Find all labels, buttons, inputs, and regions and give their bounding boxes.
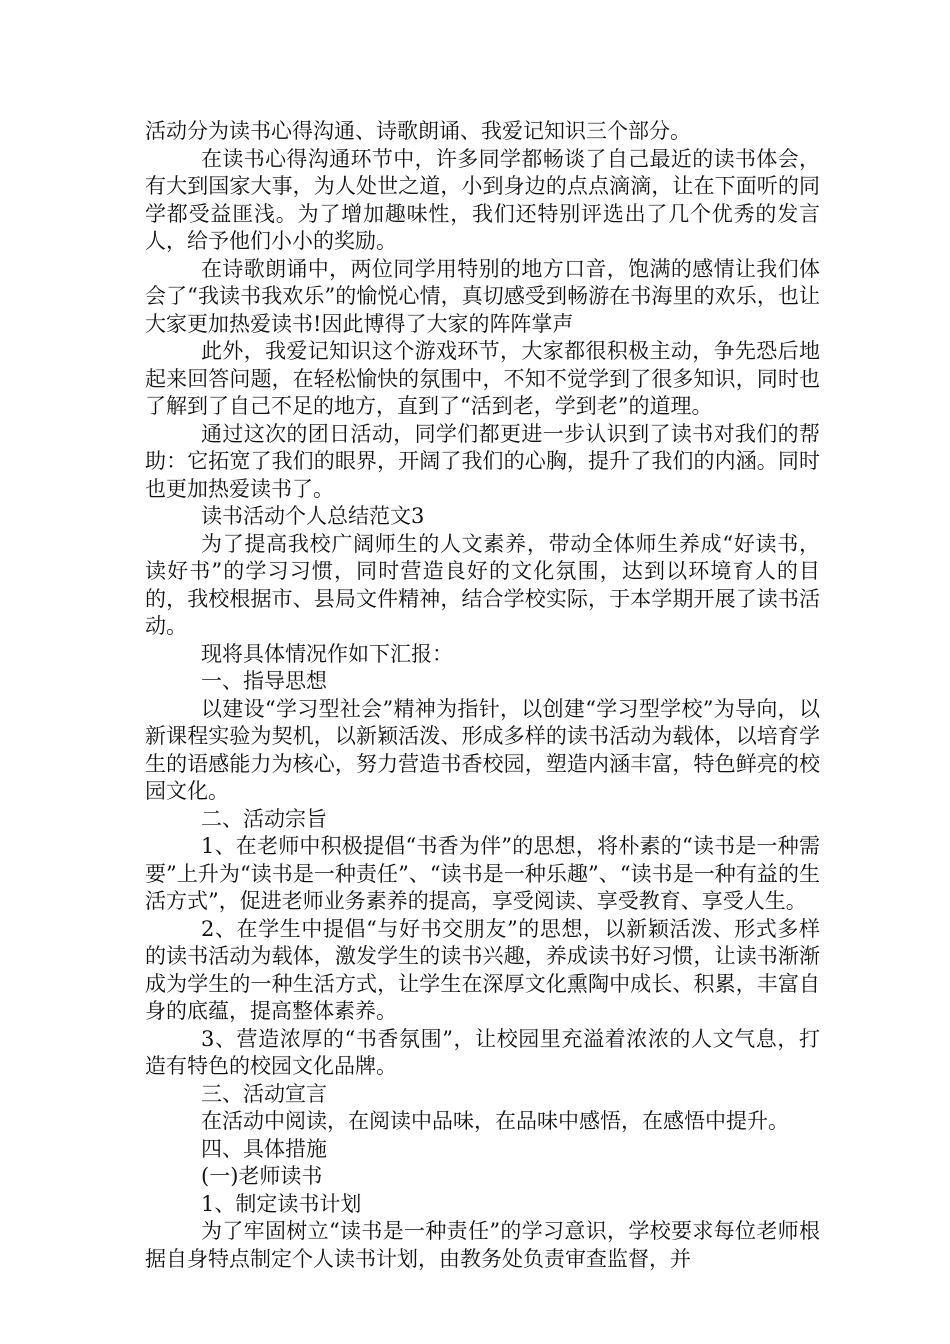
paragraph-12: 2、在学生中提倡“与好书交朋友”的思想，以新颖活泼、形式多样的读书活动为载体，激发学生的读书兴趣，养成读书好习惯，让读书渐渐成为学生的一种生活方式，让学生在深厚文化熏陶中成长、积累，丰富自身的底蕴，提高整体素养。 (145, 916, 820, 1023)
heading-activity-declaration: 三、活动宣言 (201, 1081, 327, 1106)
paragraph-6: 为了提高我校广阔师生的人文素养，带动全体师生养成“好读书，读好书”的学习习惯，同时营造良好的文化氛围，达到以环境育人的目的，我校根据市、县局文件精神，结合学校实际，于本学期开展了读书活动。 (145, 531, 820, 638)
heading-guiding-thought: 一、指导思想 (201, 669, 327, 693)
paragraph-19: 为了牢固树立“读书是一种责任”的学习意识，学校要求每位老师根据自身特点制定个人读书计划，由教务处负责审查监督，并 (145, 1219, 820, 1271)
paragraph-1: 在读书心得沟通环节中，许多同学都畅谈了自己最近的读书体会，有大到国家大事，为人处世之道，小到身边的点点滴滴，让在下面听的同学都受益匪浅。为了增加趣味性，我们还特别评选出了几个优秀的发言人，给予他们小小的奖励。 (145, 146, 820, 253)
subheading-reading-plan: 1、制定读书计划 (201, 1191, 362, 1216)
heading-activity-purpose: 二、活动宗旨 (201, 806, 327, 831)
section-title: 读书活动个人总结范文3 (201, 504, 425, 528)
paragraph-4: 通过这次的团日活动，同学们都更进一步认识到了读书对我们的帮助：它拓宽了我们的眼界，开阔了我们的心胸，提升了我们的内涵。同时也更加热爱读书了。 (145, 421, 820, 501)
paragraph-15: 在活动中阅读，在阅读中品味，在品味中感悟，在感悟中提升。 (201, 1109, 789, 1133)
document-body (145, 118, 820, 1273)
paragraph-2: 在诗歌朗诵中，两位同学用特别的地方口音，饱满的感情让我们体会了“我读书我欢乐”的愉悦心情，真切感受到畅游在书海里的欢乐，也让大家更加热爱读书!因此博得了大家的阵阵掌声 (145, 256, 820, 336)
paragraph-7: 现将具体情况作如下汇报： (201, 641, 453, 666)
paragraph-9: 以建设“学习型社会”精神为指针，以创建“学习型学校”为导向，以新课程实验为契机，以新颖活泼、形成多样的读书活动为载体，以培育学生的语感能力为核心，努力营造书香校园，塑造内涵丰富，特色鲜亮的校园文化。 (145, 696, 820, 803)
heading-specific-measures: 四、具体措施 (201, 1136, 327, 1161)
paragraph-11: 1、在老师中积极提倡“书香为伴”的思想，将朴素的“读书是一种需要”上升为“读书是一种责任”、“读书是一种乐趣”、“读书是一种有益的生活方式”，促进老师业务素养的提高，享受阅读、享受教育、享受人生。 (145, 834, 820, 913)
paragraph-3: 此外，我爱记知识这个游戏环节，大家都很积极主动，争先恐后地起来回答问题，在轻松愉快的氛围中，不知不觉学到了很多知识，同时也了解到了自己不足的地方，直到了“活到老，学到老”的道理。 (145, 339, 820, 418)
subheading-teacher-reading: (一)老师读书 (201, 1164, 323, 1188)
paragraph-13: 3、营造浓厚的“书香氛围”，让校园里充溢着浓浓的人文气息，打造有特色的校园文化品牌。 (145, 1026, 820, 1078)
paragraph-0: 活动分为读书心得沟通、诗歌朗诵、我爱记知识三个部分。 (145, 119, 691, 143)
